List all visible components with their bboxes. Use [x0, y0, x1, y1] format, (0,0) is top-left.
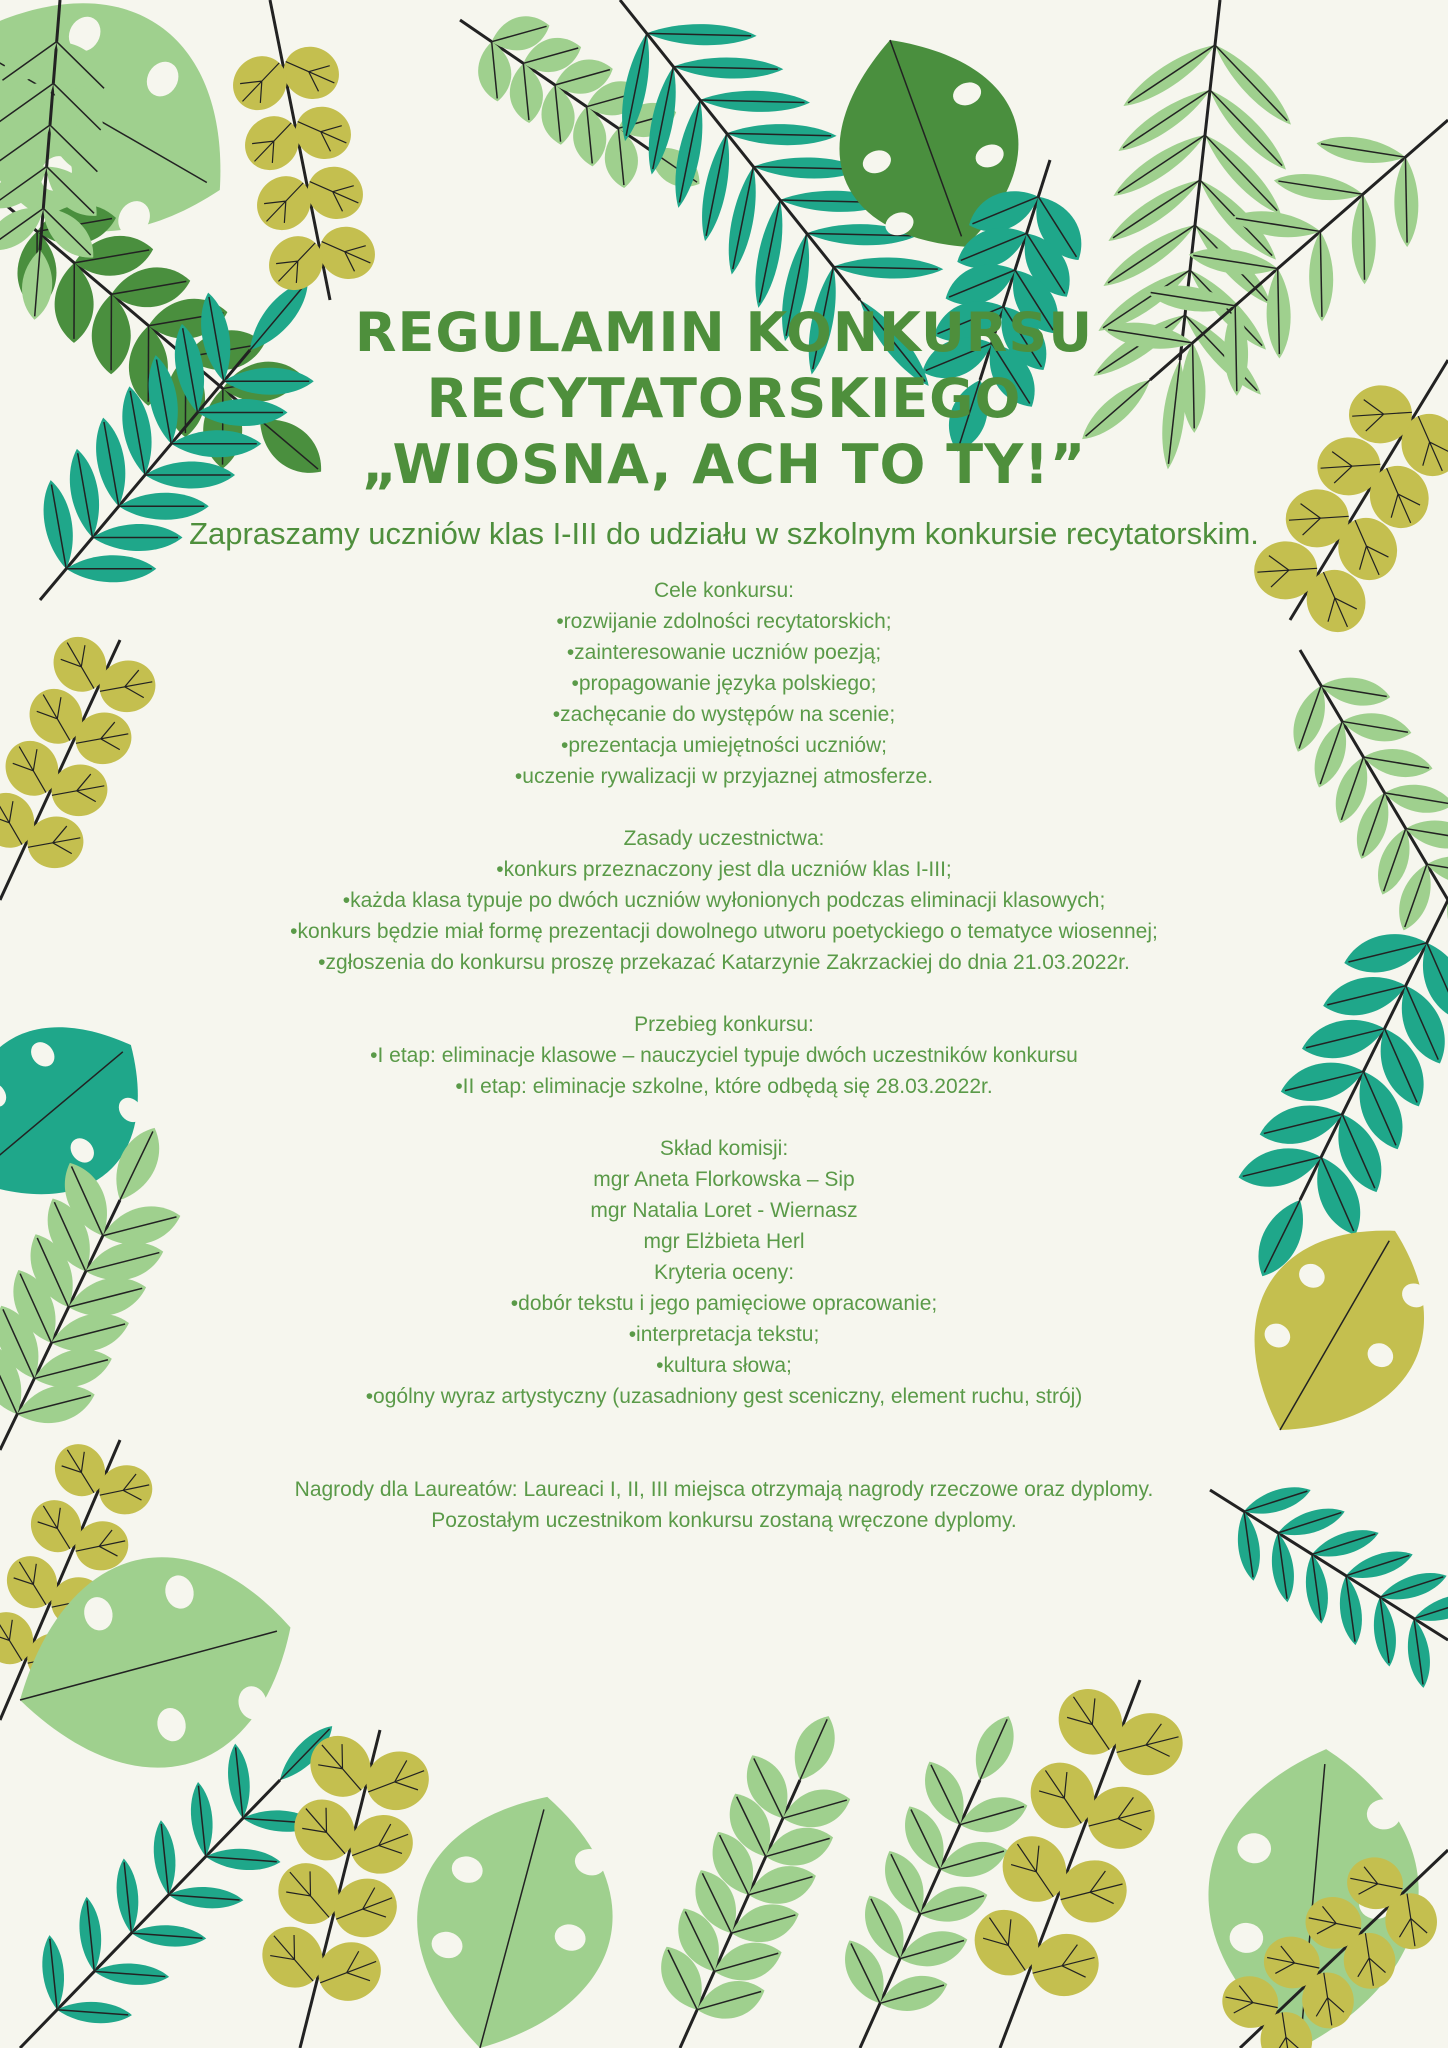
section-heading: Skład komisji:	[659, 1137, 789, 1160]
leaf-shape	[700, 90, 810, 114]
leaf-shape	[721, 165, 763, 277]
section-heading: Zasady uczestnictwa:	[623, 827, 825, 850]
round-leaf-shape	[310, 1933, 390, 2010]
stem-shape	[20, 1780, 280, 2048]
leaf-shape	[778, 1782, 855, 1836]
leaf-shape	[726, 123, 836, 147]
intro-text: Zapraszamy uczniów klas I-III do udziału w szkolnym konkursie recytatorskim.	[189, 516, 1259, 551]
section-heading: Cele konkursu:	[653, 579, 795, 602]
leaf-shape	[205, 1846, 281, 1872]
leaf-shape	[833, 256, 943, 280]
section-heading: Kryteria oceny:	[653, 1261, 795, 1284]
list-item: mgr Aneta Florkowska – Sip	[593, 1168, 855, 1191]
leaf-shape	[1351, 194, 1377, 284]
leaf-shape	[1340, 925, 1431, 980]
leaf-shape	[895, 1924, 971, 1975]
list-item: •propagowanie języka polskiego;	[571, 672, 877, 695]
leaf-shape	[965, 1709, 1024, 1786]
prizes-line: Nagrody dla Laureatów: Laureaci I, II, III miejsca otrzymają nagrody rzeczowe oraz dyplomy.	[294, 1478, 1154, 1501]
poster-content	[150, 300, 1298, 1536]
leaf-shape	[539, 83, 578, 146]
leaf-shape	[727, 1897, 804, 1951]
prizes-section	[150, 1474, 1298, 1536]
leaf-shape	[1315, 131, 1408, 169]
leaf-shape	[113, 1857, 142, 1934]
prizes-line: Pozostałym uczestnikom konkursu zostaną wręczone dyplomy.	[431, 1509, 1017, 1532]
leaf-shape	[646, 23, 756, 47]
round-leaf-shape	[275, 38, 347, 108]
list-item: •rozwijanie zdolności recytatorskich;	[556, 610, 892, 633]
round-leaf-shape	[282, 1787, 367, 1873]
leaf-shape	[1118, 36, 1221, 114]
list-item: •dobór tekstu i jego pamięciowe opracowanie;	[510, 1292, 938, 1315]
criteria-section	[150, 1257, 1298, 1412]
round-leaf-shape	[246, 165, 322, 241]
leaf-shape	[1108, 126, 1211, 204]
section-heading: Przebieg konkursu:	[634, 1013, 814, 1036]
list-item: •zgłoszenia do konkursu proszę przekazać Katarzynie Zakrzackiej do dnia 21.03.2022r.	[318, 951, 1130, 974]
list-item: •ogólny wyraz artystyczny (uzasadniony gest sceniczny, element ruchu, strój)	[365, 1385, 1083, 1408]
leaf-shape	[76, 1896, 105, 1973]
leaf-shape	[744, 1858, 821, 1912]
round-leaf-shape	[287, 98, 359, 168]
round-leaf-shape	[342, 1806, 422, 1883]
leaf-shape	[1340, 708, 1413, 746]
leaf-shape	[1319, 672, 1392, 710]
list-item: •I etap: eliminacje klasowe – nauczyciel typuje dwóch uczestników konkursu	[370, 1044, 1078, 1067]
leaf-shape	[1103, 171, 1206, 249]
leaf-shape	[1298, 1011, 1389, 1066]
leaf-shape	[225, 1743, 254, 1820]
round-leaf-shape	[358, 1742, 438, 1819]
list-item: •konkurs będzie miał formę prezentacji dowolnego utworu poetyckiego o tematyce wiosennej;	[290, 920, 1158, 943]
leaf-shape	[507, 62, 546, 125]
leaf-shape	[875, 1968, 951, 2019]
list-item: •II etap: eliminacje szkolne, które odbędą się 28.03.2022r.	[455, 1075, 993, 1098]
leaf-shape	[56, 1999, 132, 2025]
leaf-shape	[1098, 216, 1201, 294]
rules-section	[150, 823, 1298, 978]
title-line: „WIOSNA, ACH TO TY!”	[361, 433, 1087, 496]
leaf-shape	[1308, 231, 1334, 321]
leaf-shape	[168, 1884, 244, 1910]
round-leaf-shape	[311, 218, 383, 288]
list-item: •uczenie rywalizacji w przyjaznej atmosferze.	[514, 765, 934, 788]
leaf-shape	[695, 131, 737, 243]
leaf-shape	[1197, 128, 1288, 222]
list-item: •zachęcanie do występów na scenie;	[552, 703, 896, 726]
leaf-shape	[188, 1781, 217, 1858]
leaf-shape	[709, 1935, 786, 1989]
title-line: REGULAMIN KONKURSU	[354, 301, 1094, 364]
leaf-shape	[1202, 83, 1293, 177]
course-section	[150, 1009, 1298, 1102]
leaf-shape	[570, 105, 609, 168]
list-item: •konkurs przeznaczony jest dla uczniów klas I-III;	[496, 858, 952, 881]
leaf-shape	[1113, 81, 1216, 159]
list-item: •interpretacja tekstu;	[628, 1323, 820, 1346]
poster-title	[150, 300, 1298, 498]
leaf-shape	[761, 1820, 838, 1874]
title-line: RECYTATORSKIEGO	[426, 367, 1022, 430]
leaf-shape	[1319, 968, 1410, 1023]
round-leaf-shape	[250, 1914, 335, 2000]
leaf-shape	[784, 1709, 845, 1788]
round-leaf-shape	[326, 1870, 406, 1947]
round-leaf-shape	[266, 1851, 351, 1937]
leaf-shape	[475, 40, 514, 103]
leaf-shape	[673, 56, 783, 80]
list-item: •prezentacja umiejętności uczniów;	[560, 734, 887, 757]
leaf-shape	[955, 1790, 1031, 1841]
list-item: mgr Natalia Loret - Wiernasz	[590, 1199, 858, 1222]
goals-section	[150, 575, 1298, 792]
leaf-shape	[1382, 780, 1448, 818]
committee-section	[150, 1133, 1298, 1257]
round-leaf-shape	[258, 225, 334, 301]
leaf-shape	[39, 1934, 68, 2011]
leaf-shape	[131, 1923, 207, 1949]
list-item: •każda klasa typuje po dwóch uczniów wyłonionych podczas eliminacji klasowych;	[342, 889, 1106, 912]
leaf-shape	[150, 1819, 179, 1896]
leaf-shape	[1361, 744, 1434, 782]
leaf-shape	[94, 1961, 170, 1987]
leaf-shape	[935, 1834, 1011, 1885]
leaf-shape	[1272, 169, 1365, 207]
leaf-shape	[692, 1973, 769, 2027]
leaf-shape	[602, 127, 641, 190]
leaf-shape	[66, 555, 156, 582]
leaf-shape	[748, 198, 790, 310]
leaf-shape	[1207, 38, 1298, 132]
round-leaf-shape	[299, 158, 371, 228]
list-item: mgr Elżbieta Herl	[643, 1230, 805, 1253]
leaf-shape	[1393, 157, 1419, 247]
list-item: •kultura słowa;	[656, 1354, 792, 1377]
leaf-shape	[386, 1772, 642, 2048]
round-leaf-shape	[234, 105, 310, 181]
list-item: •zainteresowanie uczniów poezją;	[566, 641, 882, 664]
round-leaf-shape	[222, 45, 298, 121]
